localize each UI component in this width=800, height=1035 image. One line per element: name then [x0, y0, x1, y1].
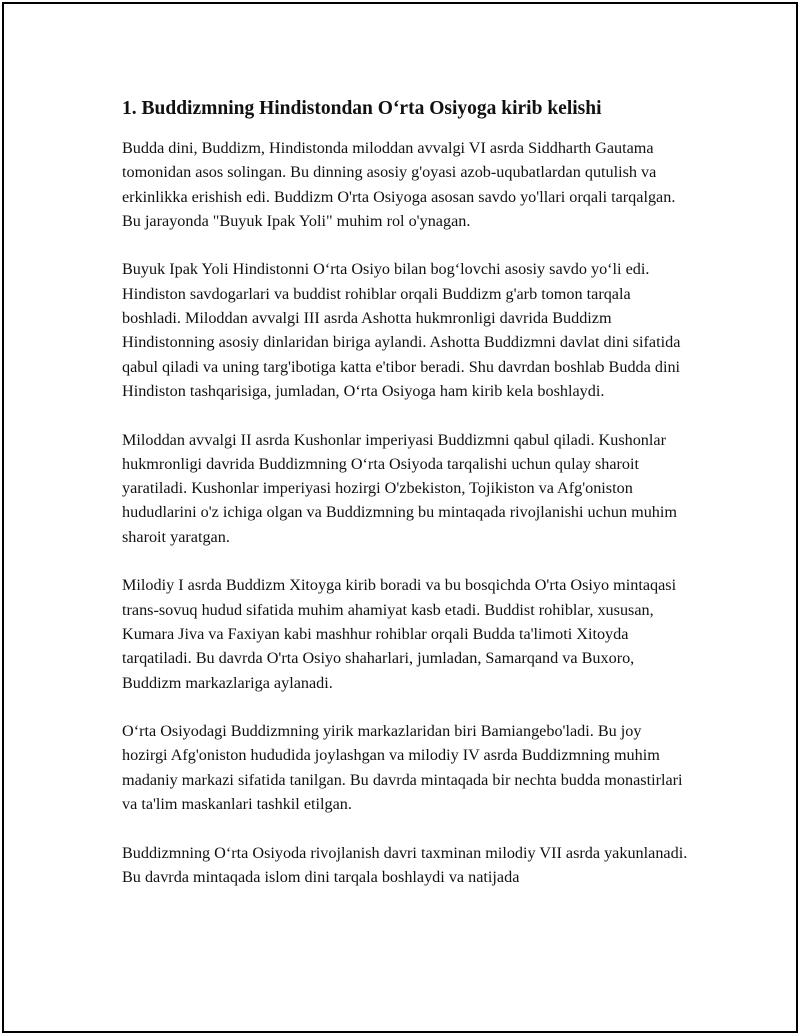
paragraph: Miloddan avvalgi II asrda Kushonlar imperiyasi Buddizmni qabul qiladi. Kushonlar hukmronligi davrida Buddizmning O‘rta Osiyoda tarqalishi uchun qulay sharoit yaratiladi. Kushonlar imperiyasi hozirgi O'zbekiston, Tojikiston va Afg'oniston hududlarini o'z ichiga olgan va Buddizmning bu mintaqada rivojlanishi uchun muhim sharoit yaratgan. — [122, 430, 677, 546]
paragraph: O‘rta Osiyodagi Buddizmning yirik markazlaridan biri Bamiangebo'ladi. Bu joy hozirgi Afg'oniston hududida joylashgan va milodiy IV asrda Buddizmning muhim madaniy markazi sifatida tanilgan. Bu davrda mintaqada bir nechta budda monastirlari va ta'lim maskanlari tashkil etilgan. — [122, 722, 683, 814]
paragraph: Milodiy I asrda Buddizm Xitoyga kirib boradi va bu bosqichda O'rta Osiyo mintaqasi trans-sovuq hudud sifatida muhim ahamiyat kasb etadi. Buddist rohiblar, xususan, Kumara Jiva va Faxiyan kabi mashhur rohiblar orqali Budda ta'limoti Xitoyda tarqatiladi. Bu davrda O'rta Osiyo shaharlari, jumladan, Samarqand va Buxoro, Buddizm markazlariga aylanadi. — [122, 576, 677, 692]
paragraph: Buddizmning O‘rta Osiyoda rivojlanish davri taxminan milodiy VII asrda yakunlanadi. Bu davrda mintaqada islom dini tarqala boshlaydi va natijada — [122, 843, 688, 886]
document-body — [120, 96, 688, 914]
paragraph: Budda dini, Buddizm, Hindistonda miloddan avvalgi VI asrda Siddharth Gautama tomonidan asos solingan. Bu dinning asosiy g'oyasi azob-uqubatlardan qutulish va erkinlikka erishish edi. Buddizm O'rta Osiyoga asosan savdo yo'llari orqali tarqalgan. Bu jarayonda "Buyuk Ipak Yoli" muhim rol o'ynagan. — [122, 139, 676, 230]
page-title: 1. Buddizmning Hindistondan O‘rta Osiyoga kirib kelishi — [122, 98, 602, 119]
page-frame — [2, 2, 798, 1033]
paragraph: Buyuk Ipak Yoli Hindistonni O‘rta Osiyo bilan bog‘lovchi asosiy savdo yo‘li edi. Hindiston savdogarlari va buddist rohiblar orqali Buddizm g'arb tomon tarqala boshladi. Miloddan avvalgi III asrda Ashotta hukmronligi davrida Buddizm Hindistonning asosiy dinlaridan biriga aylandi. Ashotta Buddizmni davlat dini sifatida qabul qiladi va uning targ'ibotiga katta e'tibor beradi. Shu davrdan boshlab Budda dini Hindiston tashqarisiga, jumladan, O‘rta Osiyoga ham kirib kela boshlaydi. — [122, 260, 681, 400]
